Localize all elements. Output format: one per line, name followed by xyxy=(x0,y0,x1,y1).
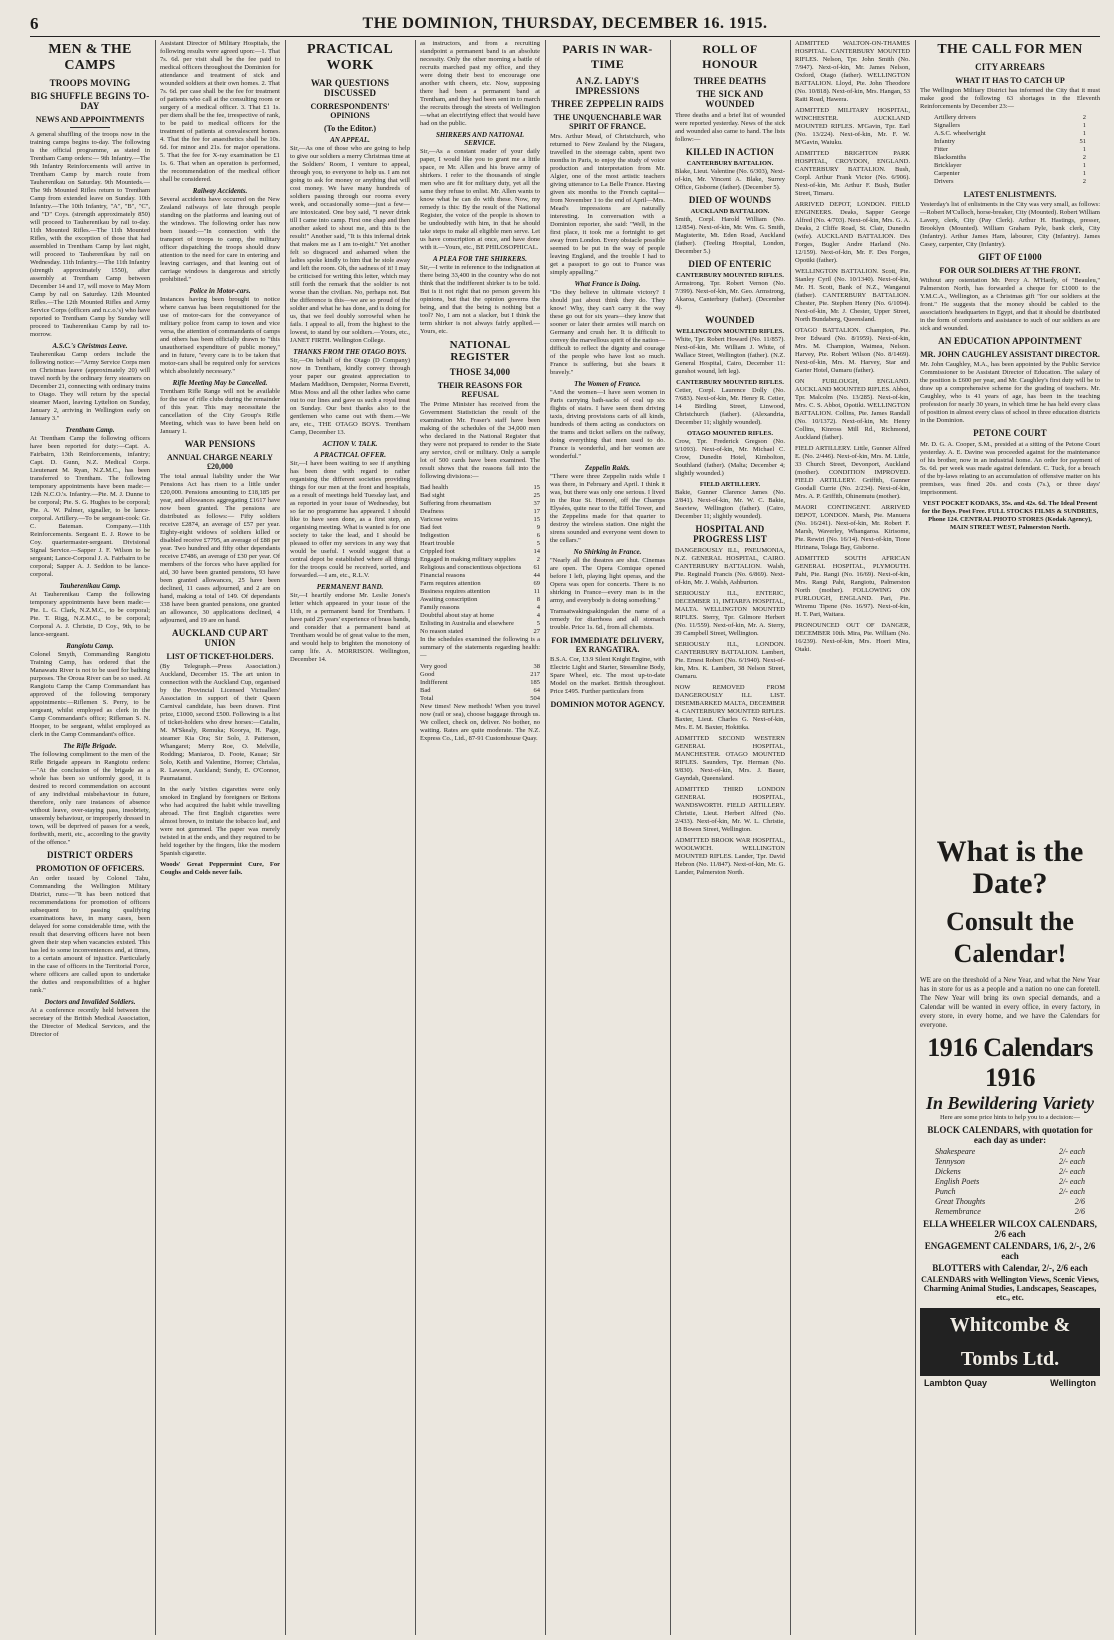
reason-row-value: 15 xyxy=(533,484,540,491)
reason-row xyxy=(420,540,540,548)
article-text: In the early 'sixties cigarettes were only smoked in England by foreigners or Britons who had acquired the habit while travelling abroad. The first English cigarettes were almost brown, to imitate the tobacco leaf, and were not gummed. The paper was merely twisted in at the ends, and they required to be held together by the fingers, like the modern Spanish cigarette. xyxy=(160,786,280,857)
reason-row-value: 4 xyxy=(536,612,540,619)
column-rule xyxy=(285,40,286,1635)
regiment-title: CANTERBURY MOUNTED RIFLES. xyxy=(676,379,784,386)
subhead: PETONE COURT xyxy=(973,428,1047,438)
subhead: WAR QUESTIONS DISCUSSED xyxy=(310,78,390,98)
reason-row-value: 27 xyxy=(533,628,540,635)
subhead: LIST OF TICKET-HOLDERS. xyxy=(166,652,274,661)
article-text: At a conference recently held between the secretary of the British Medical Association, the Director of Medical Services, and the Director of xyxy=(30,1007,150,1038)
shortage-row-value: 1 xyxy=(1082,162,1086,169)
shortage-row-value: 2 xyxy=(1082,114,1086,121)
article-text: Crow, Tpr. Frederick Gregson (No. 9/1093). Next-of-kin, Mr. Michael C. Crow, Dunedin Hotel, Kimbolton, Southland (father). (Malta; December 4; slightly wounded.) xyxy=(675,438,785,477)
shortage-row xyxy=(934,170,1086,178)
subhead: PROMOTION OF OFFICERS. xyxy=(35,864,145,873)
section-title: The Rifle Brigade. xyxy=(63,742,117,750)
article-text: The following compliment to the men of the Rifle Brigade appears in Rangiotu orders:—"At the conclusion of the brigade as a whole has been so uniformly good, it is desired to record commendation on account of any individual misbehaviour in future, therefore, only rare instances of absence without leave, over-staying pass, insobriety, unseemly behaviour, or improperly dressed in town, will be deprived of passes for a week, forthwith, merit, etc., according to the gravity of the offence." xyxy=(30,751,150,846)
reason-row-value: 5 xyxy=(536,620,540,627)
shortage-row xyxy=(934,146,1086,154)
section-title: What France is Doing. xyxy=(574,280,641,288)
advert-line: CALENDARS with Wellington Views, Scenic Views, Charming Animal Studies, Landscapes, Seascapes, etc., etc. xyxy=(921,1275,1099,1302)
section-title: A PLEA FOR THE SHIRKERS. xyxy=(433,255,527,263)
headline: PARIS IN WAR-TIME xyxy=(562,42,653,71)
reason-row-label: Farm requires attention xyxy=(420,580,481,587)
article-text: Cetier, Corpl. Laurence Dolly (No. 7/683). Next-of-kin, Mr. Henry R. Cetier, 14 Birdling Street, Linwood, Christchurch (father). (Alexandria, December 11; slightly wounded). xyxy=(675,387,785,426)
subhead: THEIR REASONS FOR REFUSAL xyxy=(437,381,523,399)
reason-row-label: Deafness xyxy=(420,508,444,515)
article-text: ARRIVED DEPOT, LONDON. FIELD ENGINEERS. Deaks, Sapper George Alfred (No. 4/703). Next-of-kin, Mrs. G. A. Deaks, 2 Cliffe Road, St. Clair, Dunedin (wife). AUCKLAND BATTALION. Des Forges, Bugler Andre Harland (No. 12/159). Next-of-kin, Mr. F. Des Forges, Opotiki (father). xyxy=(795,201,910,264)
article-text: ADMITTED WALTON-ON-THAMES HOSPITAL. CANTERBURY MOUNTED RIFLES. Nelson, Tpr. John Smith (No. 7/947). Next-of-kin, Mr. James Nelson, Oxford, Otago (father). WELLINGTON BATTALION. Lloyd, Pte. John Theodore (No. 10/818). Next-of-kin, Mrs. Hangan, 53 Raiti Road, Hawera. xyxy=(795,40,910,103)
health-row xyxy=(420,695,540,703)
regiment-title: WELLINGTON MOUNTED RIFLES. xyxy=(675,328,785,335)
health-row-value: 185 xyxy=(530,679,540,686)
section-title: Doctors and Invalided Soldiers. xyxy=(44,998,136,1006)
article-text: Several accidents have occurred on the New Zealand railways of late through people standing on the platforms and leaning out of the windows. The following order has now been issued:—"In connection with the transport of troops to camp, the military officer dispatching the troops should draw attention to the need for care in entering and leaving carriages, and that leaning out of carriage windows is dangerous and strictly prohibited." xyxy=(160,196,280,283)
article-text: The Prime Minister has received from the Government Statistician the result of the examination Mr. Fraser's staff have been making of the schedules of the 34,000 men who declared in the National Register that they were not prepared to render to the State any service, civil or military. Only a sample lot of 500 cards have been examined. The result shows that the reasons fall into the following divisions:— xyxy=(420,401,540,480)
health-row-label: Bad xyxy=(420,687,431,694)
masthead xyxy=(30,14,1100,37)
reason-row xyxy=(420,628,540,636)
article-text: ADMITTED MILITARY HOSPITAL, WINCHESTER. AUCKLAND MOUNTED RIFLES. M'Gavin, Tpr. Earl (No. 13/224). Next-of-kin, Mr. F. W. M'Gavin, Waiuku. xyxy=(795,107,910,146)
section-title: No Shirking in France. xyxy=(573,548,642,556)
article-text: ADMITTED SOUTH AFRICAN GENERAL HOSPITAL, PLYMOUTH. Pahi, Pte. Rangi (No. 16/69). Next-of-kin, Mrs. Rangi Pahi, Rangiotu, Palmerston North (mother). FOLLOWING ON FURLOUGH, ENGLAND. Pari, Pte. Wiremu Tipene (No. 16/97). Next-of-kin, H. T. Pari, Waitara. xyxy=(795,555,910,618)
reason-row-value: 4 xyxy=(536,604,540,611)
shortage-row xyxy=(934,130,1086,138)
calendar-price-row-label: Shakespeare xyxy=(935,1147,976,1156)
reason-row-label: Bad sight xyxy=(420,492,445,499)
article-text: "There were three Zeppelin raids while I was there, in February and April. I think it was, but there was only one serious. I lived in the Rue St. Honoré, off the Champs Elysées, quite near to the Eiffel Tower, and the Zeppelins made for that quarter to destroy the wireless station. One night the sirens sounded and everyone went down to the cellars." xyxy=(550,473,665,544)
article-text: ADMITTED BROOK WAR HOSPITAL, WOOLWICH. WELLINGTON MOUNTED RIFLES. Lander, Tpr. David Hebron (No. 11/847). Next-of-kin, Mr. G. Lander, Palmerston North. xyxy=(675,837,785,876)
article-text: Instances having been brought to notice where canvas has been requisitioned for the use of motor-cars for the conveyance of military police from camp to town and vice versa, the attention of commandants of camps and others has been officially drawn to "this unauthorised expenditure of public money," and in future, "every care is to be taken that motor-cars shall be required only for services which absolutely necessary." xyxy=(160,296,280,375)
reason-row-label: Religious and conscientious objections xyxy=(420,564,522,571)
article-text: as instructors, and from a recruiting standpoint a permanent band is an absolute necessity. Only the other morning a battle of recruits marched past my office, and they were doing their best to encourage one another with cheers, etc. Now, supposing there had been a permanent band at Trentham, and they had been sent in to march the recruits through the streets of Wellington—what an electrifying effect that would have had on the public. xyxy=(420,40,540,127)
article-text: SERIOUSLY ILL, LONDON. CANTERBURY BATTALION. Lambert, Pte. Ernest Robert (No. 6/1940). Next-of-kin, Mrs. K. Lambert, 38 Nelson Street, Oamaru. xyxy=(675,641,785,680)
headline: NATIONAL REGISTER xyxy=(449,339,511,363)
shortage-row xyxy=(934,178,1086,186)
calendar-price-row-value: 2/- each xyxy=(1059,1157,1085,1166)
article-text: Bakie, Gunner Clarence James (No. 2/841). Next-of-kin, Mr. W. C. Bakie, Seaview, Wellington (father). (Cairo, December 11; slightly wounded). xyxy=(675,489,785,520)
subhead: THE UNQUENCHABLE WAR SPIRIT OF FRANCE. xyxy=(553,113,662,131)
reason-row-value: 37 xyxy=(533,500,540,507)
article-text: ADMITTED SECOND WESTERN GENERAL HOSPITAL, MANCHESTER. OTAGO MOUNTED RIFLES. Saunders, Tpr. Herman (No. 9/830). Next-of-kin, Mrs. J. Bauer, Gayndah, Queensland. xyxy=(675,735,785,782)
article-text: Colonel Smyth, Commanding Rangiotu Training Camp, has ordered that the Manawatu River is not to be used for bathing purposes. The Oroua River can be so used. At Rangiotu Camp the Camp Commandant has approved of the following temporary appointments:—Riflemen S. Perry, to be sergeant, whilst employed as clerk in the Camp Commandant's office; Rifleman S. N. Hooper, to be sergeant, whilst employed as clerk in the Camp Commandant's office. xyxy=(30,651,150,738)
article-text: Armstrong, Tpr. Robert Vernon (No. 7/399). Next-of-kin, Mr. Geo. Armstrong, Akaroa, Canterbury (father). (December 4). xyxy=(675,280,785,311)
section-title: Trentham Camp. xyxy=(65,426,115,434)
calendar-price-row-value: 2/- each xyxy=(1059,1147,1085,1156)
calendar-subtitle: In Bewildering Variety xyxy=(925,1093,1095,1113)
section-title: Railway Accidents. xyxy=(192,187,248,195)
subhead: NEWS AND APPOINTMENTS xyxy=(35,115,145,124)
reason-row-label: Family reasons xyxy=(420,604,460,611)
article-text: Mrs. Arthur Mead, of Christchurch, who returned to New Zealand by the Niagara, travelled in the steerage cabin, spent two months in Paris, to enjoy the study of voice production and interpretation from Mr. Algier, one of the most artistic teachers giving utterance to La Belle France. Having given six months to the French capital—from November 1 to the end of April—Mrs. Mead's impressions are naturally interesting. In conversation with a Dominion reporter, she said: "Well, in the first place, it took me a fortnight to get away from London. Every obstacle possible seemed to be put in the way of people leaving England, and the trouble I had to get a passport to go out to France was simply appalling." xyxy=(550,133,665,276)
health-row-value: 217 xyxy=(530,671,540,678)
reason-row-value: 15 xyxy=(533,516,540,523)
article-text: The total annual liability under the War Pensions Act has risen to a little under £20,000. Pensions amounting to £18,185 per year, and allowances aggregating £1617 have now been granted. The pensions are distributed as follows:— Fifty soldiers receive £2874, an average of £57 per year. Eighty-eight widows of soldiers killed or disabled receive £7795, an average of £88 per year. Two hundred and fifty other dependants receive £7486, an average of £30 per year. Of members of the forces who have applied for aid, 30 have been granted pensions, 93 have been granted allowances, 25 have been declined, 11 cases adjourned, and 2 are on hand, making a total of 149. Of dependants 338 have been granted pensions, one granted an allowance, 30 applications declined, 4 adjourned, and 19 are on hand. xyxy=(160,473,280,624)
shortage-row-label: Drivers xyxy=(934,178,954,185)
subhead: A N.Z. LADY'S IMPRESSIONS xyxy=(575,76,640,96)
reason-row xyxy=(420,484,540,492)
reason-row-value: 17 xyxy=(533,508,540,515)
reason-row-label: Bad health xyxy=(420,484,448,491)
article-text: Yesterday's list of enlistments in the City was very small, as follows:—Robert M'Culloch, horse-breaker, City (Mounted). Robert William Lavery, clerk, City (Pay Clerk). Arthur H. Hastings, presser, Brooklyn (Mounted). William Graham Pyle, bank clerk, City (Infantry). Arthur James Ham, labourer, City (Infantry). James Casey, carpenter, City (Infantry). xyxy=(920,201,1100,248)
subhead: AN EDUCATION APPOINTMENT xyxy=(938,336,1082,346)
article-text: WELLINGTON BATTALION. Scott, Pte. Stanley Cyril (No. 10/1340). Next-of-kin, Mr. H. Scott, Bank of N.Z., Wanganui (father). CANTERBURY BATTALION. Chester, Pte. Stephen Henry (No. 6/1094). Next-of-kin, Mr. J. Chester, Upper Street, North Bundaberg, Queensland. xyxy=(795,268,910,323)
calendar-price-row-value: 2/- each xyxy=(1059,1177,1085,1186)
article-text: At Tauherenikau Camp the following temporary appointments have been made:—Pte. L. G. Clark, N.Z.M.C., to be corporal; Pte. T. Rigg, N.Z.M.C., to be corporal; Corporal A. J. Christie, D Coy., 9th, to be lance-sergeant. xyxy=(30,591,150,638)
health-row xyxy=(420,687,540,695)
article-text: Without any ostentation Mr. Percy A. M'Hardy, of "Beauleu," Palmerston North, has forwarded a cheque for £1000 to the Y.M.C.A., Wellington, as a Christmas gift "for our soldiers at the front." He suggests that the money should be cabled to the association's headquarters in Egypt, and that it should be distributed in the form of comforts and assistance to such of our soldiers as are sick and wounded. xyxy=(920,277,1100,332)
advert-line: BLOCK CALENDARS, with quotation for each day as under: xyxy=(927,1125,1093,1145)
column-rule xyxy=(545,40,546,1635)
shortage-row-value: 2 xyxy=(1082,154,1086,161)
health-row-value: 64 xyxy=(533,687,540,694)
reason-row xyxy=(420,500,540,508)
reason-row-label: Varicose veins xyxy=(420,516,458,523)
shortage-row-value: 51 xyxy=(1079,138,1086,145)
firm-street: Lambton Quay xyxy=(924,1378,988,1388)
shortage-row-value: 1 xyxy=(1082,146,1086,153)
reason-row-label: Business requires attention xyxy=(420,588,491,595)
article-text: An order issued by Colonel Tahu, Commanding the Wellington Military District, runs:—"It has been noticed that recommendations for promotion of officers subsequent to passing qualifying examinations have, in many cases, been delayed for some considerable time, with the result that deserving officers have not been given their step when vacancies existed. This has led to some inconveniences and, at times, to a certain amount of injustice. Particularly in the case of officers in the Territorial Force, where officers are called upon to undertake the duties and responsibilities of a higher rank." xyxy=(30,875,150,994)
reason-row xyxy=(420,580,540,588)
advert-line: ELLA WHEELER WILCOX CALENDARS, 2/6 each xyxy=(923,1219,1097,1239)
reason-row-label: Engaged in making military supplies xyxy=(420,556,516,563)
reason-row xyxy=(420,596,540,604)
headline: ROLL OF HONOUR xyxy=(702,42,758,71)
subhead: WHAT IT HAS TO CATCH UP xyxy=(955,76,1065,85)
reason-row-value: 25 xyxy=(533,492,540,499)
regiment-title: OTAGO MOUNTED RIFLES. xyxy=(686,430,773,437)
subhead: (To the Editor.) xyxy=(323,124,377,133)
reason-row xyxy=(420,516,540,524)
health-row-value: 504 xyxy=(530,695,540,702)
headline: THE CALL FOR MEN xyxy=(937,42,1083,57)
article-text: SERIOUSLY ILL, ENTERIC, DECEMBER 11, IMTARFA HOSPITAL, MALTA. WELLINGTON MOUNTED RIFLES. Sterry, Tpr. Gilmore Herbert (No. 11/559). Next-of-kin, Mr. A. Sterry, 39 Campbell Street, Wellington. xyxy=(675,590,785,637)
shortage-table xyxy=(920,114,1100,186)
reason-row-value: 6 xyxy=(536,532,540,539)
article-text: Trentham Rifle Range will not be available for the use of rifle clubs during the remainder of this year. This may necessitate the cancellation of the City Group's Rifle Meeting, which was to have been held on January 1. xyxy=(160,388,280,435)
advert-text: New times! New methods! When you travel now (rail or sea), choose baggage through us. We collect, check on, deliver. No bother, no waiting. Rates are quite moderate. The N.Z. Express Co., Ltd., 87-91 Customhouse Quay. xyxy=(420,703,540,742)
article-text: "Do they believe in ultimate victory? I should just about think they do. They know! Why, they can't carry it the way these go out for six years—they know that sooner or later their armies will march on Germany and crush her. It is difficult to convey the marvellous spirit of the nation—difficult to reflect the dignity and courage of the people who have lost so much. France is suffering, but she bears it bravely." xyxy=(550,289,665,376)
reason-row-label: Suffering from rheumatism xyxy=(420,500,492,507)
column-rule xyxy=(155,40,156,1635)
health-row-label: Very good xyxy=(420,663,447,670)
column-paris xyxy=(550,40,665,1635)
calendar-price-row-label: English Poets xyxy=(935,1177,980,1186)
reason-row-label: Bad feet xyxy=(420,524,442,531)
reason-row xyxy=(420,572,540,580)
article-text: Sir,—As one of those who are going to help to give our soldiers a merry Christmas time at the Soldiers' Room, I venture to appeal, through you, to everyone to help us. I am not going to ask for money or anything that will cost money. We have many hundreds of soldiers passing through our rooms every week, and occasionally some—just a few—are intoxicated. One boy said, "I never drink till I came into camp. First one chap and then another asked to shout me, and this is the result!" Another said, "It is this infernal drink that makes me as I am to-night." Yet another felt so disgraced and ashamed when the ladies spoke kindly to him that he stole away and left the room. Oh, the sadness of it! I may be criticised for writing this letter, which may still forth the remark that the soldier is not worse than the civilian. No, perhaps not. But the difference is this—we are so proud of the soldier and what he has done, and is doing for us, that we feel doubly sorrowful when he fails. I appeal to all, from the highest to the lowest, to stand by our soldiers.—Yours, etc., JANET FIRTH. Wellington College. xyxy=(290,145,410,344)
article-text: In the schedules examined the following is a summary of the statements regarding health:— xyxy=(420,636,540,659)
subhead: BIG SHUFFLE BEGINS TO-DAY xyxy=(30,91,150,111)
section-title: SHIRKERS AND NATIONAL SERVICE. xyxy=(435,131,525,147)
section-title: THANKS FROM THE OTAGO BOYS. xyxy=(293,348,407,356)
article-text: MAORI CONTINGENT. ARRIVED DEPOT, LONDON. Marsh, Pte. Manuera (No. 16/241). Next-of-kin, Mr. Robert F. Marsh, Waverley, Whangaroa. Kirisome, Pte. Rewiri (No. 16/14). Next-of-kin, Tione Hirinana, Tolaga Bay, Gisborne. xyxy=(795,504,910,551)
firm-address xyxy=(920,1376,1100,1390)
subhead: THREE DEATHS xyxy=(693,76,767,86)
subhead: CITY ARREARS xyxy=(975,62,1045,72)
article-text: OTAGO BATTALION. Champion, Pte. Ivor Edward (No. 8/1959). Next-of-kin, Mrs. M. Champion, Waimea, Nelson. Harvey, Pte. Robert Wilson (No. 8/1469). Next-of-kin, Mrs. M. Harvey, Star and Garter Hotel, Oamaru (father). xyxy=(795,327,910,374)
article-text: White, Tpr. Robert Howard (No. 11/857). Next-of-kin, Mr. William J. White, of Wallace Street, Wellington (father). (N.Z. General Hospital, Cairo, December 11: gunshot wound, left leg). xyxy=(675,336,785,375)
section-title: Tauherenikau Camp. xyxy=(59,582,121,590)
advert-text: B.S.A. Cor, 13.9 Silent Knight Engine, with Electric Light and Starter, Streamline Body, Spare Wheel, etc. The most up-to-date Model on the market. British throughout. Price £495. Further particulars from xyxy=(550,656,665,695)
section-title: Zeppelin Raids. xyxy=(584,464,631,472)
subhead: DISTRICT ORDERS xyxy=(46,850,134,860)
advert-line: BLOTTERS with Calendar, 2/-, 2/6 each xyxy=(932,1263,1088,1273)
section-title: A.S.C.'s Christmas Leave. xyxy=(52,342,128,350)
regiment-title: FIELD ARTILLERY. xyxy=(699,481,761,488)
regiment-title: CANTERBURY BATTALION. xyxy=(686,160,774,167)
shortage-row-label: Carpenter xyxy=(934,170,960,177)
calendar-price-row xyxy=(935,1207,1085,1217)
subhead: DIED OF WOUNDS xyxy=(688,195,772,205)
article-text: "Nearly all the theatres are shut. Cinemas are open. The Opera Comique opened before I left, playing light operas, and the Opera was open for concerts. There is no shirking in France—every man is in the army, and everybody is doing something." xyxy=(550,557,665,604)
headline: AUCKLAND CUP ART UNION xyxy=(172,628,268,648)
calendar-price-row-value: 2/6 xyxy=(1074,1207,1085,1216)
shortage-row-value: 2 xyxy=(1082,178,1086,185)
reason-row-label: Financial reasons xyxy=(420,572,466,579)
shortage-row-label: Bricklayer xyxy=(934,162,962,169)
reason-row-label: Crippled foot xyxy=(420,548,455,555)
article-text: Smith, Corpl. Harold William (No. 12/854). Next-of-kin, Mr. Wm. G. Smith, Magisterite, Mt. Eden Road, Auckland (father). (Teeling Hospital, London, December 5.) xyxy=(675,216,785,255)
calendar-price-row-value: 2/- each xyxy=(1059,1167,1085,1176)
reason-row xyxy=(420,524,540,532)
health-row xyxy=(420,679,540,687)
subhead: THOSE 34,000 xyxy=(449,367,511,377)
regiment-title: CANTERBURY MOUNTED RIFLES. xyxy=(676,272,784,279)
reason-row xyxy=(420,620,540,628)
shortage-row-value: 1 xyxy=(1082,170,1086,177)
reason-row-label: Heart trouble xyxy=(420,540,455,547)
reason-row-value: 61 xyxy=(533,564,540,571)
health-row xyxy=(420,671,540,679)
calendar-title: 1916 Calendars 1916 xyxy=(927,1033,1093,1092)
shortage-row xyxy=(934,122,1086,130)
article-text: Mr. D. G. A. Cooper, S.M., presided at a sitting of the Petone Court yesterday. A. E. Davine was proceeded against for the maintenance of his brother, now in an industrial home. An order for payment of 5s. 6d. per week was made against defendant. C. Tuck, for a breach of the by-laws relating to an accumulation of offensive matter on his premises, was fined 20s. and costs (7s.), or three days' imprisonment. xyxy=(920,441,1100,496)
reason-row-value: 9 xyxy=(536,524,540,531)
article-text: "And the women—I have seen women in Paris carrying bath-sacks of coal up six flights of stairs. I have seen them driving taxis, driving provisions carts of all kinds, hundreds of them acting as conductors on the trams and ticket sellers on the railway, doing everything that men used to do. France is wonderful, and her women are wonderful." xyxy=(550,389,665,460)
reason-row xyxy=(420,548,540,556)
article-text: FIELD ARTILLERY. Little, Gunner Alfred E. (No. 2/446). Next-of-kin, Mrs. M. Little, 33 Church Street, Devonport, Auckland (mother). CONDITION IMPROVED. FIELD ARTILLERY. Griffith, Gunner Goodall Currie (No. 2/234). Next-of-kin, Mrs. A. P. Griffith, Ohinemutu (mother). xyxy=(795,445,910,500)
section-title: AN APPEAL. xyxy=(330,136,370,144)
article-text: PRONOUNCED OUT OF DANGER, DECEMBER 10th. Mira, Pte. William (No. 16/239). Next-of-kin, Mrs. Hoeri Mira, Otaki. xyxy=(795,622,910,653)
section-title: A PRACTICAL OFFER. xyxy=(314,451,386,459)
article-text: Tauherenikau Camp orders include the following notice:—"Army Service Corps men on Christmas leave (approximately 20) will travel north by the ordinary ferry steamers on December 21, connecting with ordinary trains to Otago. They will return by the special steamer Maori, leaving Lyttelton on Sunday, January 2, arriving in Wellington early on January 3." xyxy=(30,351,150,422)
shortage-row-label: A.S.C. wheelwright xyxy=(934,130,986,137)
subhead: THREE ZEPPELIN RAIDS xyxy=(550,99,665,109)
column-hospital-list xyxy=(795,40,910,1635)
advert-heading: DOMINION MOTOR AGENCY. xyxy=(550,700,665,709)
column-national-register xyxy=(420,40,540,1635)
column-practical-work xyxy=(290,40,410,1635)
column-military xyxy=(160,40,280,1635)
reason-row xyxy=(420,556,540,564)
page-number: 6 xyxy=(30,14,39,33)
article-text: Sir,—I have been waiting to see if anything has been done with regard to rather organising the different societies providing things for our men at the front and hospitals, as a result of meetings held Tuesday last, and as reported in your issue of Wednesday, but so far no programme has appeared. I should like to have seen done, as a first step, an organising meeting. What is wanted is for one society to take the lead, and I should be pleased to offer my services in any way that would be useful. I would suggest that a central depot be established where all things for the troops could be received, sorted, and forwarded.—I am, etc., R.L.V. xyxy=(290,460,410,579)
shortage-row-label: Fitter xyxy=(934,146,949,153)
reason-row xyxy=(420,508,540,516)
advert-headline: Consult the Calendar! xyxy=(946,907,1074,968)
reason-row-value: 11 xyxy=(533,588,540,595)
headline: WAR PENSIONS xyxy=(184,439,256,449)
health-row-label: Total xyxy=(420,695,434,702)
reason-row-label: Indigestion xyxy=(420,532,450,539)
firm-city: Wellington xyxy=(1050,1378,1096,1388)
calendar-price-row xyxy=(935,1187,1085,1197)
subhead: THE SICK AND WOUNDED xyxy=(696,89,764,109)
headline: PRACTICAL WORK xyxy=(307,42,393,73)
article-text: ADMITTED THIRD LONDON GENERAL HOSPITAL, WANDSWORTH. FIELD ARTILLERY. Christie, Lieut. Herbert Alfred (No. 2/433). Next-of-kin, Mr. W. L. Christie, 18 Bowen Street, Wellington. xyxy=(675,786,785,833)
column-call-for-men xyxy=(920,40,1100,825)
advert-line: ENGAGEMENT CALENDARS, 1/6, 2/-, 2/6 each xyxy=(924,1241,1096,1261)
calendar-price-row xyxy=(935,1157,1085,1167)
reason-row xyxy=(420,612,540,620)
subhead: FOR OUR SOLDIERS AT THE FRONT. xyxy=(939,266,1081,275)
article-text: Sir,—I heartily endorse Mr. Leslie Jones's letter which appeared in your issue of the 11th, re a permanent band for Trentham. I have paid 25 years' experience of brass bands, and consider that a permanent band at Trentham would be of great value to the men, and would help to brighten the monotony of camp life. A. MORRISON. Wellington, December 14. xyxy=(290,592,410,663)
calendar-price-row-label: Punch xyxy=(935,1187,956,1196)
calendar-price-row-label: Tennyson xyxy=(935,1157,965,1166)
subhead: LATEST ENLISTMENTS. xyxy=(963,190,1057,199)
column-rule xyxy=(915,40,916,1635)
column-rule xyxy=(415,40,416,1635)
article-text: At Trentham Camp the following officers have been reported for duty:—Capt. A. Fairbairn, 13th Reinforcements, infantry; Capt. D. Gunn, N.Z. Medical Corps. Lieutenant M. Ryan, N.Z.M.C., has been transferred to Trentham. The following temporary appointments have been made:— 12th N.C.O.'s. Infantry.—Pte. M. J. Dunne to be corporal; Pte. S. G. Hughes to be corporal; Pte. A. W. Palmer, signaller, to be lance-corporal. Artillery.—To be sergeant-cook: Gr. C. Bateman. Company.—11th Reinforcements. Sergeant E. J. Rowe to be Coy. quartermaster-sergeant. Divisional Signal Service.—Sapper J. F. Wilson to be sergeant; Lance-Corporal J. A. Fairbairn to be corporal; Sapper A. J. Seddon to be lance-corporal. xyxy=(30,435,150,578)
subhead: TROOPS MOVING xyxy=(49,78,131,88)
headline: MEN & THE CAMPS xyxy=(48,42,132,73)
section-title: Police in Motor-cars. xyxy=(189,287,251,295)
regiment-title: AUCKLAND BATTALION. xyxy=(690,208,770,215)
article-text: ON FURLOUGH, ENGLAND. AUCKLAND MOUNTED RIFLES. Abbot, Tpr. Malcolm (No. 13/285). Next-of-kin, Mrs. C. S. Abbot, Opotiki. WELLINGTON BATTALION. Collins, Pte. James Randall (No. 10/1372). Next-of-kin, Mr. Henry Collins, Kinross Mill Rd., Richmond, Auckland (father). xyxy=(795,378,910,441)
health-row xyxy=(420,663,540,671)
article-text: NOW REMOVED FROM DANGEROUSLY ILL LIST. DISEMBARKED MALTA, DECEMBER 4. CANTERBURY MOUNTED RIFLES. Baxter, Lieut. Charles G. Next-of-kin, Mrs. E. M. Baxter, Hokitika. xyxy=(675,684,785,731)
article-text: Sir,—I write in reference to the indignation at there being 33,400 in the country who do not think that the indifferent shirker is to be told. But is it not right that no person govern his opinions, but that the opinion governs the being, and that the being is nothing but a tool? No, I am not a slacker, but I think the term shirker is not always fairly applied.—Yours, etc. xyxy=(420,264,540,335)
article-text: A general shuffling of the troops now in the training camps begins to-day. The following is the official programme, as stated in Trentham Camp orders:— 9th Infantry.—The 9th Infantry Reinforcements will arrive in Trentham Camp by march route from Tauherenikau on Saturday. 9th Mounteds.—The 9th Mounted Rifles return to Trentham Camp from extended leave on Sunday. 10th Infantry.—The 10th Infantry, "A", "B", "C", and "D" Coys. (strength approximately 850) will proceed to Tauherenikau by rail to-day. 11th Mounted Rifles.—The 11th Mounted Rifles, with the exception of those that had assembled in Trentham Camp by last night, will proceed to Tauherenikau by rail on Wednesday. 11th Infantry.—The 11th Infantry (strength approximately 1550), after assembly at Trentham Camp between December 14 and 17, will move to May Morn Camp by rail on Saturday. 12th Mounted Rifles.—The 12th Mounted Rifles and Army Service Corps (officers and n.c.o.'s) who have reported to Trentham Camp by Sunday will proceed to Tauherenikau Camp by rail to-morrow. xyxy=(30,131,150,338)
reason-row-value: 8 xyxy=(536,596,540,603)
article-text: Sir,—As a constant reader of your daily paper, I would like you to grant me a little space, re Mr. Allen and his brave army of shirkers. I refer to the thousands of single men who are fit for military duty, yet all the same they refuse to enlist. Mr. Allen wants to know what he can do with these. Now, my remedy is this: By the result of the National Register, the voice of the people is shown to be undoubtedly with him, in that he should take steps to make all eligible men serve. Let us have conscription at once, and have done with it.—Yours, etc., BE PHILOSOPHICAL. xyxy=(420,148,540,251)
reason-row-value: 14 xyxy=(533,548,540,555)
reason-row-label: No reason stated xyxy=(420,628,464,635)
shortage-row-label: Blacksmiths xyxy=(934,154,967,161)
reason-row-value: 44 xyxy=(533,572,540,579)
shortage-row-value: 1 xyxy=(1082,130,1086,137)
advert-text: Woods' Great Peppermint Cure, For Coughs and Colds never fails. xyxy=(160,861,280,876)
shortage-row-label: Infantry xyxy=(934,138,955,145)
reason-row xyxy=(420,532,540,540)
calendar-price-row-value: 2/6 xyxy=(1074,1197,1085,1206)
masthead-title: THE DOMINION, THURSDAY, DECEMBER 16. 1915. xyxy=(362,15,768,32)
health-row-value: 38 xyxy=(533,663,540,670)
article-text: Assistant Director of Military Hospitals, the following results were agreed upon:—1. That 7s. 6d. per visit shall be the fee paid to medical officers throughout the Dominion for attendance and treatment of sick and wounded soldiers at their own homes. 2. That 7s. 6d. per case shall be the fee for treatment of patients who call at the consulting room or surgery of a medical officer. 3. That £1 1s. per diem shall be the fee, irrespective of rank, to be paid to medical officers for the treatment of patients at convalescent homes. 4. That the fee for anaesthetics shall be 10s. 6d. for minor and 21s. for major operations. 5. That the fee for X-ray examination be £1 1s. 6. That when an operation is performed, the recommendation of the medical officer shall be considered. xyxy=(160,40,280,183)
subhead: DIED OF ENTERIC xyxy=(688,259,772,269)
article-text: (By Telegraph.—Press Association.) Auckland, December 15. The art union in connection with the Auckland Cup, organised by the Provincial Licensed Victuallers' Association in support of their Queen Carnival candidate, has been drawn. First prize, £1000, second £500. Following is a list of ticket-holders who drew horses:—Catalin, M. M'Skealy, Remuka; Koorya, H. Page, steamer Kia Ora; Sir Solo, J. Patterson, Whangarei; Merry Roe, O. Melville, Rodding; Maniaroa, D. Foote, Kauae; Sir Solo, Keith and Valentine, Horree; Chrislas, R. Lawson, Auckland; Sundy, E. O'Connor, Paumatanui. xyxy=(160,663,280,782)
column-rule xyxy=(790,40,791,1635)
reason-row-value: 2 xyxy=(536,556,540,563)
advert-text: Here are some price hints to help you to a decision:— xyxy=(939,1114,1081,1121)
section-title: ACTION V. TALK. xyxy=(322,440,378,448)
reason-row xyxy=(420,588,540,596)
reason-row-label: Doubtful about stay at home xyxy=(420,612,495,619)
shortage-row xyxy=(934,154,1086,162)
column-men-and-camps xyxy=(30,40,150,1635)
section-title: PERMANENT BAND. xyxy=(316,583,384,591)
firm-name: Whitcombe & Tombs Ltd. xyxy=(920,1308,1100,1376)
section-title: The Women of France. xyxy=(574,380,641,388)
calendar-price-row-label: Dickens xyxy=(935,1167,961,1176)
shortage-row-value: 1 xyxy=(1082,122,1086,129)
shortage-row xyxy=(934,138,1086,146)
calendar-price-row xyxy=(935,1147,1085,1157)
reasons-table xyxy=(420,484,540,636)
article-text: ADMITTED BRIGHTON PARK HOSPITAL, CROYDON, ENGLAND. CANTERBURY BATTALION. Bush, Corpl. Arthur Frank Victor (No. 6/906). Next-of-kin, Mr. Arthur F. Bush, Butler Street, Timaru. xyxy=(795,150,910,197)
subhead: HOSPITAL AND PROGRESS LIST xyxy=(693,524,767,544)
calendar-advert xyxy=(920,830,1100,1630)
subhead: GIFT OF £1000 xyxy=(978,252,1042,262)
advert-text: Tramsatwakingsakingsdan the name of a remedy for diarrhoea and all stomach trouble. Price 1s. 6d., from all chemists. xyxy=(550,608,665,631)
shortage-row xyxy=(934,114,1086,122)
calendar-price-list xyxy=(935,1147,1085,1217)
calendar-price-row xyxy=(935,1167,1085,1177)
calendar-price-row xyxy=(935,1177,1085,1187)
section-title: Rifle Meeting May be Cancelled. xyxy=(172,379,268,387)
divider xyxy=(70,127,110,128)
calendar-price-row-label: Remembrance xyxy=(935,1207,981,1216)
reason-row xyxy=(420,564,540,572)
reason-row-value: 69 xyxy=(533,580,540,587)
advert-heading: FOR IMMEDIATE DELIVERY, EX RANGATIRA. xyxy=(551,636,664,654)
article-text: DANGEROUSLY ILL, PNEUMONIA, N.Z. GENERAL HOSPITAL, CAIRO. CANTERBURY BATTALION. Walsh, Pte. Reginald Francis (No. 6/869). Next-of-kin, Mr. J. Walsh, Ashburton. xyxy=(675,547,785,586)
reason-row-label: Awaiting conscription xyxy=(420,596,478,603)
reason-row xyxy=(420,604,540,612)
section-title: Rangiotu Camp. xyxy=(66,642,114,650)
article-text: Three deaths and a brief list of wounded were reported yesterday. News of the sick and wounded also came to hand. The lists follow:— xyxy=(675,112,785,143)
article-text: Blake, Lieut. Valentine (No. 6/303), Next-of-kin, Mr. Vincent A. Blake, Surrey Office, Gisborne (father). (December 5). xyxy=(675,168,785,191)
subhead: MR. JOHN CAUGHLEY ASSISTANT DIRECTOR. xyxy=(920,350,1100,359)
column-roll-of-honour xyxy=(675,40,785,1635)
health-table xyxy=(420,663,540,703)
article-text: The Wellington Military District has informed the City that it must make good the following 63 shortages in the Eleventh Reinforcements by December 23:— xyxy=(920,87,1100,110)
subhead: ANNUAL CHARGE NEARLY £20,000 xyxy=(167,453,273,471)
subhead: CORRESPONDENTS' OPINIONS xyxy=(310,102,390,120)
reason-row-value: 5 xyxy=(536,540,540,547)
advert-text: WE are on the threshold of a New Year, and what the New Year has in store for us as a people and a nation no one can foretell. The New Year will bring its own special demands, and a Calendar will be wanted in every office, in every factory, in every store, in every home, and we have the Calendars for everyone. xyxy=(920,976,1100,1029)
subhead: WOUNDED xyxy=(705,315,755,325)
calendar-price-row-value: 2/- each xyxy=(1059,1187,1085,1196)
advert-text: VEST POCKET KODAKS, 35s. and 42s. 6d. The Ideal Present for the Boys. Post Free. FULL STOCKS FILMS & SUNDRIES, Phone 124. CENTRAL PHOTO STORES (Kodak Agency), MAIN STREET WEST, Palmerston North. xyxy=(921,500,1099,531)
reason-row-label: Enlisting in Australia and elsewhere xyxy=(420,620,514,627)
advert-headline: What is the Date? xyxy=(936,835,1084,900)
shortage-row xyxy=(934,162,1086,170)
reason-row xyxy=(420,492,540,500)
health-row-label: Indifferent xyxy=(420,679,448,686)
article-text: Mr. John Caughley, M.A., has been appointed by the Public Service Commissioner to be Assistant Director of Education. The salary of the position is £600 per year, and Mr. Caughley's first duty will be to draw up a comprehensive scheme for the grading of teachers. Mr. Caughley, who is 41 years of age, has been in the teaching profession for nearly 30 years, in which time he has held every class of position in almost every class of school in three education districts in the Dominion. xyxy=(920,361,1100,424)
calendar-price-row xyxy=(935,1197,1085,1207)
column-rule xyxy=(670,40,671,1635)
health-row-label: Good xyxy=(420,671,435,678)
shortage-row-label: Artillery drivers xyxy=(934,114,977,121)
calendar-price-row-label: Great Thoughts xyxy=(935,1197,986,1206)
subhead: KILLED IN ACTION xyxy=(685,147,775,157)
shortage-row-label: Signallers xyxy=(934,122,960,129)
article-text: Sir,—On behalf of the Otago (D Company) now in Trentham, kindly convey through your paper our greatest appreciation to Madam Maddison, Dempster, Norma Everett, Miss Moss and all the other ladies who came out to our lines and gave us such a royal treat on Sunday. Our best thanks also to the gentlemen who came out with them.—We are, etc., THE OTAGO BOYS. Trentham Camp, December 13. xyxy=(290,357,410,436)
